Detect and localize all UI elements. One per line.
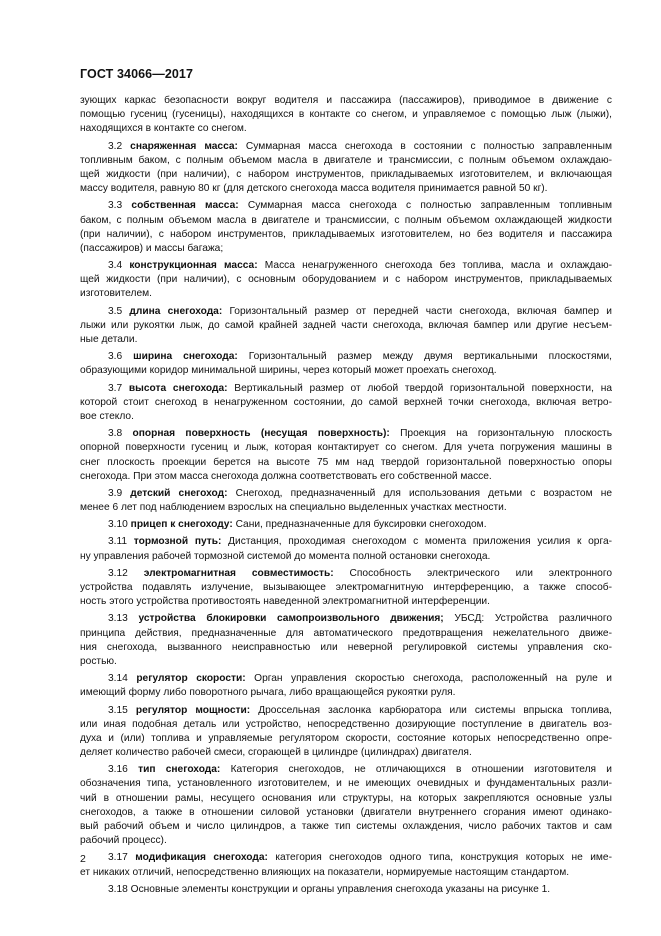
text-line bbox=[80, 581, 612, 595]
text-line bbox=[80, 535, 612, 549]
text-run: категория снегоходов одного типа, конструкция которых не име- bbox=[267, 852, 612, 864]
text-line bbox=[80, 140, 612, 154]
text-run: 3.4 bbox=[108, 260, 130, 272]
paragraph-p-3-13 bbox=[80, 612, 612, 669]
text-run: топливным баком, с полным объемом масла в двигателе и трансмиссии, с полным объемом охлаждаю- bbox=[80, 154, 612, 166]
text-line bbox=[80, 287, 612, 301]
text-line bbox=[80, 470, 612, 484]
text-line bbox=[80, 214, 612, 228]
text-line bbox=[80, 396, 612, 410]
term-bold: регулятор мощности: bbox=[135, 704, 251, 716]
text-run: 3.15 bbox=[108, 704, 136, 716]
term-bold: регулятор скорости: bbox=[136, 673, 246, 685]
paragraph-p-3-7 bbox=[80, 382, 612, 425]
text-line bbox=[80, 641, 612, 655]
paragraph-p-intro bbox=[80, 94, 612, 137]
paragraph-p-3-8 bbox=[80, 427, 612, 484]
text-run: ные детали. bbox=[80, 334, 138, 345]
text-run: рабочий процесс). bbox=[80, 835, 167, 847]
text-line bbox=[80, 820, 612, 834]
text-run: опорной поверхности гусениц и лыж, которая контактирует со снегом. Для учета погружения машины в bbox=[80, 442, 612, 454]
text-run: Масса ненагруженного снегохода без топлива, масла и охлаждаю- bbox=[257, 260, 612, 272]
text-run: образующими коридор минимальной ширины, через который может проехать снегоход. bbox=[80, 365, 497, 377]
text-run: Горизонтальный размер от передней части снегохода, включая бампер и bbox=[222, 305, 612, 317]
paragraph-p-3-16 bbox=[80, 763, 612, 848]
text-line bbox=[80, 595, 612, 609]
text-run: (пассажиров) и массы багажа; bbox=[80, 242, 224, 254]
text-line bbox=[80, 732, 612, 746]
text-run: снегохода. При этом масса снегохода должна соответствовать его собственной массе. bbox=[80, 470, 492, 482]
text-run: лыжи или рукоятки лыж, до самой крайней задней части снегохода, включая бампер или другие несъем- bbox=[80, 319, 612, 331]
text-run: Дроссельная заслонка карбюратора или системы впрыска топлива, bbox=[250, 704, 612, 716]
term-bold: длина снегохода: bbox=[129, 305, 223, 317]
text-run: имеющий форму либо поворотного рычага, либо вращающейся рукоятки руля. bbox=[80, 687, 456, 699]
paragraph-p-3-3 bbox=[80, 199, 612, 256]
text-line bbox=[80, 154, 612, 168]
text-run: 3.14 bbox=[108, 673, 137, 685]
text-line bbox=[80, 168, 612, 182]
text-line bbox=[80, 199, 612, 213]
text-line bbox=[80, 319, 612, 333]
text-run: чий в отношении рамы, несущего основания или структуры, на которых закрепляются основные узлы bbox=[80, 792, 612, 804]
text-line bbox=[80, 410, 612, 424]
text-run: УБСД: Устройства различного bbox=[443, 613, 612, 625]
paragraph-p-3-4 bbox=[80, 259, 612, 302]
text-run: (при наличии), с набором инструментов, прикладываемых изготовителем, но без водителя и пассажира bbox=[80, 228, 612, 240]
text-line bbox=[80, 364, 612, 378]
text-run: Суммарная масса снегохода с полностью заправленным топливным bbox=[238, 200, 612, 212]
paragraph-p-3-10 bbox=[80, 518, 612, 532]
text-run: Способность электрического или электронного bbox=[333, 567, 612, 579]
text-line bbox=[80, 792, 612, 806]
text-run: менее 6 лет под наблюдением взрослых на специально выделенных участках местности. bbox=[80, 502, 507, 514]
text-line bbox=[80, 704, 612, 718]
paragraph-p-3-14 bbox=[80, 672, 612, 700]
text-line bbox=[80, 672, 612, 686]
text-run: зующих каркас безопасности вокруг водителя и пассажира (пассажиров), приводимое в движение с bbox=[80, 95, 612, 106]
text-line bbox=[80, 866, 612, 880]
text-run: 3.18 Основные элементы конструкции и органы управления снегохода указаны на рисунке 1. bbox=[108, 883, 551, 895]
text-line bbox=[80, 686, 612, 700]
text-line bbox=[80, 273, 612, 287]
text-line bbox=[80, 806, 612, 820]
text-run: деляет количество рабочей смеси, сгорающей в цилиндре (цилиндрах) двигателя. bbox=[80, 747, 472, 759]
text-run: Горизонтальный размер между двумя вертикальными плоскостями, bbox=[237, 351, 612, 363]
term-bold: ширина снегохода: bbox=[133, 351, 238, 363]
text-line bbox=[80, 567, 612, 581]
text-run: 3.6 bbox=[108, 351, 134, 363]
text-run: Сани, предназначенные для буксировки снегоходом. bbox=[232, 519, 487, 531]
text-line bbox=[80, 456, 612, 470]
text-run: духа и (или) топлива и управляемые регулятором скорости, состояние которых непосредственно опре- bbox=[80, 732, 612, 744]
text-line bbox=[80, 883, 612, 897]
text-line bbox=[80, 441, 612, 455]
text-line bbox=[80, 305, 612, 319]
text-line bbox=[80, 427, 612, 441]
text-line bbox=[80, 501, 612, 515]
text-run: устройства подавлять излучение, вызывающее электромагнитную интерференцию, а также способ- bbox=[80, 582, 612, 593]
text-run: 3.17 bbox=[108, 852, 136, 864]
text-run: щей жидкости (при наличии), с основным оборудованием и с набором инструментов, прикладываемых bbox=[80, 274, 612, 286]
text-line bbox=[80, 108, 612, 122]
text-run: Дистанция, проходимая снегоходом с момента приложения усилия к орга- bbox=[221, 536, 612, 548]
term-bold: опорная поверхность (несущая поверхность): bbox=[132, 428, 390, 440]
term-bold: собственная масса: bbox=[131, 200, 239, 212]
paragraph-p-3-12 bbox=[80, 567, 612, 610]
term-bold: модификация снегохода: bbox=[135, 852, 268, 864]
text-run: баком, с полным объемом масла в двигателе и трансмиссии, с полным объемом охлаждающей жидкости bbox=[80, 214, 612, 226]
term-bold: прицеп к снегоходу: bbox=[130, 519, 233, 531]
text-run: 3.2 bbox=[108, 140, 131, 152]
term-bold: тормозной путь: bbox=[133, 536, 222, 548]
term-bold: высота снегохода: bbox=[128, 382, 228, 394]
paragraph-p-3-5 bbox=[80, 305, 612, 348]
term-bold: конструкционная масса: bbox=[129, 260, 258, 272]
text-line bbox=[80, 122, 612, 136]
text-run: 3.5 bbox=[108, 305, 130, 317]
text-run: Проекция на горизонтальную плоскость bbox=[389, 428, 612, 440]
term-bold: снаряженная масса: bbox=[130, 140, 238, 152]
document-body bbox=[80, 94, 612, 897]
text-run: обозначения типа, установленного изготовителем, и не имеющих очевидных и фундаментальных разли- bbox=[80, 778, 612, 790]
text-run: ния снегохода, вызванного неисправностью или неверной регулировкой системы управления ско- bbox=[80, 641, 612, 653]
text-run: или иная подобная деталь или устройство, непосредственно дозирующие поступление в двигатель воз- bbox=[80, 718, 612, 730]
text-line bbox=[80, 627, 612, 641]
paragraph-p-3-18 bbox=[80, 883, 612, 897]
paragraph-p-3-17 bbox=[80, 851, 612, 879]
text-run: ность этого устройства противостоять наведенной электромагнитной интерференции. bbox=[80, 596, 490, 608]
text-run: изготовителем. bbox=[80, 288, 152, 300]
text-run: 3.16 bbox=[108, 764, 139, 776]
text-line bbox=[80, 655, 612, 669]
paragraph-p-3-6 bbox=[80, 350, 612, 378]
term-bold: электромагнитная совместимость: bbox=[143, 567, 334, 579]
text-line bbox=[80, 612, 612, 626]
paragraph-p-3-11 bbox=[80, 535, 612, 563]
text-run: 3.10 bbox=[108, 519, 131, 531]
text-run: ет никаких отличий, непосредственно влияющих на показатели, нормируемые настоящим стандартом. bbox=[80, 866, 570, 878]
text-run: Снегоход, предназначенный для использования детьми с возрастом не bbox=[227, 487, 612, 499]
text-run: принципа действия, предназначенные для автоматического предотвращения нежелательного движе- bbox=[80, 627, 612, 639]
text-run: Орган управления скоростью снегохода, расположенный на руле и bbox=[245, 673, 612, 685]
term-bold: устройства блокировки самопроизвольного движения; bbox=[138, 613, 444, 625]
paragraph-p-3-15 bbox=[80, 704, 612, 761]
text-run: вый рабочий объем и число цилиндров, а также тип системы охлаждения, число рабочих тактов и сам bbox=[80, 821, 612, 832]
text-line bbox=[80, 94, 612, 108]
text-run: ну управления рабочей тормозной системой до момента полной остановки снегохода. bbox=[80, 550, 491, 562]
text-line bbox=[80, 550, 612, 564]
text-run: Категория снегоходов, не отличающихся в отношении изготовителя и bbox=[220, 764, 612, 776]
text-run: снегоходов, а также в отношении силовой установки (двигатели внутреннего сгорания имеют одинако- bbox=[80, 806, 612, 818]
text-line bbox=[80, 259, 612, 273]
text-line bbox=[80, 834, 612, 848]
text-run: 3.13 bbox=[108, 613, 139, 625]
text-line bbox=[80, 382, 612, 396]
text-line bbox=[80, 333, 612, 347]
text-run: 3.7 bbox=[108, 382, 129, 394]
text-run: вое стекло. bbox=[80, 410, 134, 422]
text-run: которой стоит снегоход в ненагруженном состоянии, до самой верхней точки снегохода, включая ветро- bbox=[80, 396, 612, 408]
text-line bbox=[80, 746, 612, 760]
text-run: Суммарная масса снегохода в состоянии с полностью заправленным bbox=[237, 140, 612, 152]
text-run: ростью. bbox=[80, 655, 117, 667]
text-run: щей жидкости (при наличии), с набором инструментов, прикладываемых изготовителем, и включающая bbox=[80, 168, 612, 180]
text-line bbox=[80, 518, 612, 532]
text-line bbox=[80, 777, 612, 791]
text-line bbox=[80, 228, 612, 242]
term-bold: тип снегохода: bbox=[138, 764, 221, 776]
text-run: 3.11 bbox=[108, 536, 134, 548]
term-bold: детский снегоход: bbox=[130, 487, 228, 499]
text-line bbox=[80, 851, 612, 865]
paragraph-p-3-9 bbox=[80, 487, 612, 515]
text-line bbox=[80, 182, 612, 196]
text-run: помощью гусениц (гусеницы), находящихся в контакте со снегом, и управляемое с помощью лыж (лыжи), bbox=[80, 109, 612, 121]
document-header: ГОСТ 34066—2017 bbox=[80, 67, 194, 81]
text-line bbox=[80, 763, 612, 777]
text-run: 3.8 bbox=[108, 428, 133, 440]
paragraph-p-3-2 bbox=[80, 140, 612, 197]
page-number: 2 bbox=[80, 853, 86, 865]
text-run: массу водителя, равную 80 кг (для детского снегохода масса водителя принимается равной 50 кг). bbox=[80, 183, 548, 195]
text-line bbox=[80, 242, 612, 256]
text-run: 3.12 bbox=[108, 567, 144, 579]
text-line bbox=[80, 350, 612, 364]
text-line bbox=[80, 718, 612, 732]
text-run: находящихся в контакте со снегом. bbox=[80, 123, 247, 135]
text-run: 3.3 bbox=[108, 200, 132, 212]
text-run: Вертикальный размер от любой твердой горизонтальной поверхности, на bbox=[227, 382, 612, 394]
text-run: снег плоскость проекции берется на высоте 75 мм над твердой горизонтальной поверхностью опоры bbox=[80, 456, 612, 468]
text-run: 3.9 bbox=[108, 487, 131, 499]
text-line bbox=[80, 487, 612, 501]
